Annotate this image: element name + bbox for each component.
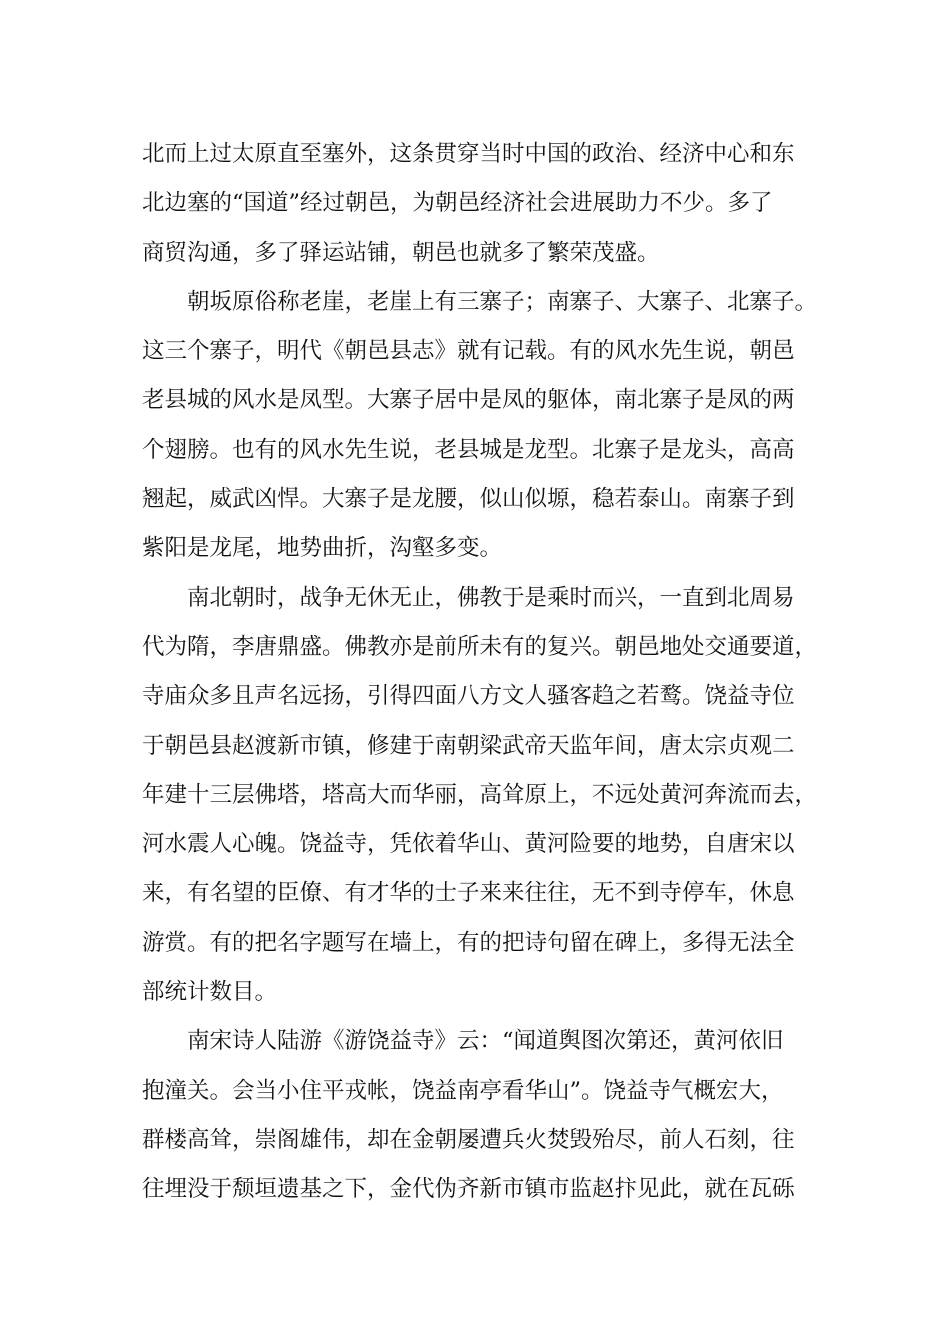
- text-line: 游赏。有的把名字题写在墙上，有的把诗句留在碑上，多得无法全: [142, 929, 795, 956]
- text-line: 翘起，威武凶悍。大寨子是龙腰，似山似塬，稳若泰山。南寨子到: [142, 486, 795, 513]
- text-line: 这三个寨子，明代《朝邑县志》就有记载。有的风水先生说，朝邑: [142, 338, 795, 365]
- text-line: 河水震人心魄。饶益寺，凭依着华山、黄河险要的地势，自唐宋以: [142, 831, 795, 858]
- text-line: 商贸沟通，多了驿运站铺，朝邑也就多了繁荣茂盛。: [142, 239, 660, 266]
- text-line: 年建十三层佛塔，塔高大而华丽，高耸原上，不远处黄河奔流而去，: [142, 781, 818, 808]
- paragraph-first-line: 朝坂原俗称老崖，老崖上有三寨子；南寨子、大寨子、北寨子。: [187, 288, 818, 315]
- paragraph-first-line: 南北朝时，战争无休无止，佛教于是乘时而兴，一直到北周易: [187, 584, 795, 611]
- body-text: [142, 130, 822, 1215]
- text-line: 部统计数目。: [142, 979, 278, 1006]
- text-line: 代为隋，李唐鼎盛。佛教亦是前所未有的复兴。朝邑地处交通要道，: [142, 633, 818, 660]
- text-line: 北而上过太原直至塞外，这条贯穿当时中国的政治、经济中心和东: [142, 141, 795, 167]
- text-line: 于朝邑县赵渡新市镇，修建于南朝梁武帝天监年间，唐太宗贞观二: [142, 732, 795, 759]
- text-line: 寺庙众多且声名远扬，引得四面八方文人骚客趋之若鹜。饶益寺位: [142, 683, 795, 710]
- text-line: 北边塞的“国道”经过朝邑，为朝邑经济社会进展助力不少。多了: [142, 190, 773, 217]
- text-line: 来，有名望的臣僚、有才华的士子来来往往，无不到寺停车，休息: [142, 880, 795, 907]
- text-line: 老县城的风水是凤型。大寨子居中是凤的躯体，南北寨子是凤的两: [142, 387, 795, 414]
- text-line: 群楼高耸，崇阁雄伟，却在金朝屡遭兵火焚毁殆尽，前人石刻，往: [142, 1126, 795, 1153]
- text-line: 抱潼关。会当小住平戎帐，饶益南亭看华山”。饶益寺气概宏大，: [142, 1077, 784, 1104]
- text-line: 往埋没于颓垣遗基之下，金代伪齐新市镇市监赵抃见此，就在瓦砾: [142, 1176, 795, 1203]
- text-line: 个翅膀。也有的风水先生说，老县城是龙型。北寨子是龙头，高高: [142, 436, 795, 463]
- paragraph-first-line: 南宋诗人陆游《游饶益寺》云：“闻道舆图次第还，黄河依旧: [187, 1028, 784, 1055]
- text-line: 紫阳是龙尾，地势曲折，沟壑多变。: [142, 535, 503, 562]
